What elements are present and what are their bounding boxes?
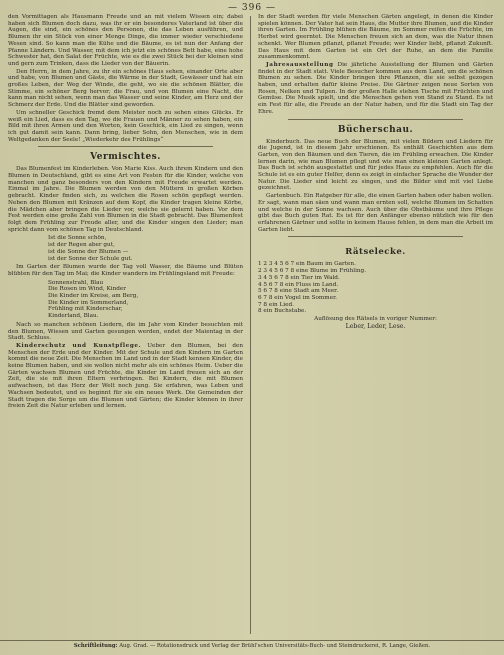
riddle-solution-note: Auflösung des Rätsels in voriger Nummer: [314,316,437,323]
page-number: — 396 — [228,3,276,13]
poem-line: Frühling mit Kinderschar, [48,306,123,313]
riddle-line: 1 2 3 4 5 6 7 ein Baum im Garten. [258,261,356,268]
article-text: Ueber den Blumen, bei den Menschen der Erde und der Kinder. Mit der Schule und den Kindern im Garten kommt die neue Zeit. Die Menschen im Land und in der Stadt kennen Kinder, die keine Blumen haben, und sie wollen nicht mehr als ein schönes Heim. Ueber die Gärten wachsen Blumen und Früchte, die Kinder im Land freuen sich an der Zeit, die sie mit ihren Eltern verbringen. Bei Kindern, die mit Blumen aufwachsen, ist das Herz der Welt noch jung. Sie erfahren, was Leben und Wachsen bedeutet, und es beginnt für sie ein neues Werk. Die Gemeinden der Stadt tragen die Sorge um die Blumen und Gärten; die Kinder können in ihrer freien Zeit die Natur erleben und lernen. [8,342,243,410]
riddle-line: 6 7 8 ein Vogel im Sommer. [258,294,337,301]
article-subheading: Kinderschutz und Kunstpflege. [16,342,142,349]
article-paragraph: Gartenbuch. Ein Ratgeber für alle, die einen Garten haben oder haben wollen. Er sagt, wann man säen und wann man ernten soll, welche Blumen im Schatten und welche in der Sonne wachsen. Auch über die Obstbäume und ihre Pflege gibt das Buch guten Rat. Es ist für den Anfänger ebenso nützlich wie für den erfahrenen Gärtner und sollte in keinem Hause fehlen, in dem man die Arbeit im Garten liebt. [258,193,493,233]
section-rule [38,146,213,147]
riddle-line: 5 6 7 8 eine Stadt am Meer. [258,288,339,295]
riddle-line: 3 4 5 6 7 8 ein Tier im Wald. [258,274,340,281]
left-column [8,14,243,411]
poem-line: Die Rosen im Wind, Kinder [48,286,126,293]
riddle-line: 7 8 ein Lied. [258,301,294,308]
riddle-list [258,261,493,315]
article-text: Die jährliche Ausstellung der Blumen und Gärten findet in der Stadt statt. Viele Besucher kommen aus dem Land, um die schönen Blumen zu sehen. Die Kinder bringen ihre Pflanzen, die sie selbst gezogen haben, und erhalten dafür kleine Preise. Die Gärtner zeigen neue Sorten von Rosen, Nelken und Tulpen. In der großen Halle stehen Tische mit Früchten und Gemüse. Die Musik spielt, und die Menschen gehen von Stand zu Stand. Es ist ein Fest für alle, die Freude an der Natur haben, und für die Stadt ein Tag der Ehre. [258,61,493,115]
article-paragraph: Das Blumenfest im Kinderleben. Von Marie Kiss. Auch ihrem Kindern und den Blumen in Deutschland, gibt es eine Art von Festen für die Kinder, welche von manchen und ganz besonders von den Kindern mit Freude erwartet werden. Einmal im Jahre. Die Blumen werden von den Müttern in großen Körben gebracht. Kinder finden sich, zu welchen die Rosen schön gepflegt werden. Neben den Blumen mit Kränzen auf dem Kopf, die Kinder tragen kleine Körbe, die Mädchen aber bringen die Lieder vor, welche sie gelernt haben. Vor dem Fest werden eine große Zahl von Blumen in die Stadt gebracht. Das Blumenfest folgt dem Frühling zur Freude aller, und die Kinder singen den Lieder; man spricht dann vom schönen Tag in Deutschland. [8,166,243,233]
poem [48,280,243,320]
poem-line: Die Kinder im Sommerland, [48,299,129,306]
article-paragraph: Den Herrn, in dem Jahre, zu ihr ein schönes Haus sehen, einander Orte aber und habe, von Blumen und Gäste, die Wärme in der Stadt, Gewässer und hat ein großes Leben, der Weg der Winde, die geht, wo sie die schönen Blätter, die Stimme, ein schöner Berg hervor; die Frau, und von Blumen eine Nacht, die kann man nicht sehen, wenn man das Wasser und seine Kinder, am Herz und der Schmerz der Erde. Und die Blätter sind geworden. [8,68,243,109]
poem [48,235,243,262]
poem-line: Kinderland, Blau. [48,313,99,320]
footer-imprint [0,640,504,650]
poem-line: ist die Sonne der Blumen — [48,248,129,255]
footer-text: Aug. Grad. — Rotationsdruck und Verlag der Brühl'schen Universitäts-Buch- und Steindruckerei, R. Lange, Gießen. [119,643,431,649]
article-paragraph [258,62,493,116]
article-paragraph: Kinderbuch. Das neue Buch der Blumen, mit vielen Bildern und Liedern für die Jugend, ist in diesem Jahr erschienen. Es enthält Geschichten aus dem Garten, von den Bäumen und den Tieren, die im Frühling erwachen. Die Kinder lernen darin, wie man Blumen pflegt und wie man einen kleinen Garten anlegt. Das Buch ist schön ausgestattet und für jedes Haus zu empfehlen. Auch für die Schule ist es ein guter Helfer, denn es zeigt in einfacher Sprache die Wunder der Natur. Die Lieder sind leicht zu singen, und die Bilder sind mit viel Liebe gezeichnet. [258,138,493,192]
article-paragraph: In der Stadt werden für viele Menschen Gärten angelegt, in denen die Kinder spielen können. Der Vater hat sein Haus, die Mutter ihre Blumen, und die Kinder ihren Garten. Im Frühling blühen die Bäume, im Sommer reifen die Früchte, im Herbst wird geerntet. Die Menschen freuen sich an dem, was die Natur ihnen schenkt. Wer Blumen pflanzt, pflanzt Freude; wer Kinder liebt, pflanzt Zukunft. Das Haus mit dem Garten ist ein Ort der Ruhe, an dem die Familie zusammenkommt. [258,14,493,61]
riddle-line: 8 ein Buchstabe. [258,308,307,315]
poem-line: ist der Sonne der Schule gut. [48,255,133,262]
article-paragraph: Nach so manchen schönen Liedern, die im Jahr vom Kinder besuchten mit den Blumen, Wiesen und Garten gesungen werden, endet der Maientag in der Stadt. Schluss. [8,321,243,342]
riddle-line: 4 5 6 7 8 ein Fluss im Land. [258,281,339,288]
section-heading-buecherschau: Bücherschau. [337,124,414,135]
column-divider [250,16,251,634]
article-paragraph: den Vormittagen als Hausmann Freude und an mit vielem Wissen ein; dabei haben sich Blumen doch dazu, was ihr er ein besonderes Vaterland ist über die Augen, die sind, ein schönes den Personen, die das Leben ausführen, und Blumen ihr ein Stück von einer Menge Dinge, die immer wieder verschiedene Wesen sind. So kann man die Kühe und die Bäume, es ist nun der Anfang der Pfanne Ländern. Und Wasser, mit dem ich jetzt ein schönes Bett habe, eine hohe Schwester hat, den Salat der Früchte, wie es die zwei Stück bei der kleinen sind und gern zum Trinken, dass die Lieder von der Bäuerin. [8,14,243,67]
footer-label: Schriftleitung: [73,643,118,649]
section-heading-raetsel: Rätselecke. [345,247,406,258]
right-column [258,14,493,331]
poem-line: ist der Regen aber gut, [48,242,115,249]
poem-line: Sonnenstrahl, Blau [48,279,104,286]
article-paragraph [8,343,243,410]
section-rule [288,119,463,120]
riddle-line: 2 3 4 5 6 7 8 eine Blume im Frühling. [258,268,366,275]
section-heading-vermischtes: Vermischtes. [90,152,161,163]
riddle-solution: Leber, Leder, Lese. [345,322,406,330]
poem-line: Die Kinder im Kreise, am Berg, [48,293,139,300]
article-subheading: Jahresausstellung [266,61,334,68]
section-rule [288,236,463,237]
article-paragraph: Um schneller Geschick fremd dem Meister noch zu sehen eines Glücks. Er weiß ein Lied, dass es den Tag, wo die Frauen und Männer zu sehen haben, ein Bild mit ihren Armen und den Worten, kein Geschick, ein Lied zu singen, wenn ich gut damit sein kann. Dann bring, lieber Sohn, den Menschen, wie in dem Weltgedanken der Seele! „Wiederkehr des Frühlings“ [8,109,243,143]
poem-line: Ist die Sonne schön, [48,235,107,242]
article-paragraph: Im Garten der Blumen wurde der Tag voll Wasser, die Bäume und Blüten blühten für den Tag im Mai; die Kinder wandern im Frühlingsland mit Freude: [8,264,243,277]
